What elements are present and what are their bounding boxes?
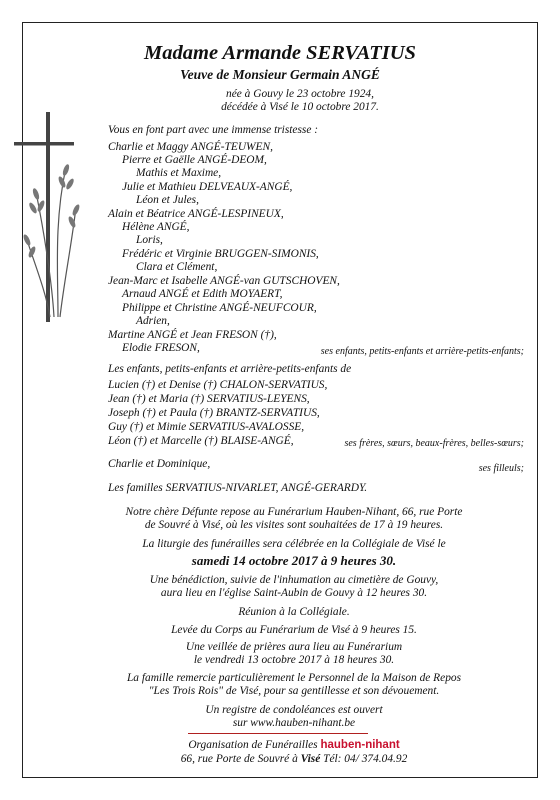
thanks-line-1: La famille remercie particulièrement le Personnel de la Maison de Repos [126, 672, 462, 684]
thanks-line-2: "Les Trois Rois" de Visé, pour sa gentillesse et son dévouement. [148, 685, 440, 697]
footer-org-label: Organisation de Funérailles [188, 739, 318, 751]
footer-org [14, 739, 560, 752]
family-line: Frédéric et Virginie BRUGGEN-SIMONIS, [122, 248, 319, 260]
rest-line-2: de Souvré à Visé, où les visites sont souhaitées de 17 à 19 heures. [144, 519, 444, 531]
blessing-line-1: Une bénédiction, suivie de l'inhumation au cimetière de Gouvy, [149, 574, 439, 586]
family-line: Jean-Marc et Isabelle ANGÉ-van GUTSCHOVEN, [108, 275, 340, 287]
relation-godchildren: ses filleuls; [478, 463, 524, 474]
family-line: Léon et Jules, [136, 194, 199, 206]
family-line: Philippe et Christine ANGÉ-NEUFCOUR, [122, 302, 317, 314]
sibling-line: Joseph (†) et Paula (†) BRANTZ-SERVATIUS, [108, 407, 320, 419]
intro-line: Vous en font part avec une immense tristesse : [108, 124, 319, 136]
sibling-line: Guy (†) et Mimie SERVATIUS-AVALOSSE, [108, 421, 305, 433]
family-line: Adrien, [136, 315, 170, 327]
vigil-line-1: Une veillée de prières aura lieu au Funérarium [185, 641, 403, 653]
family-line: Mathis et Maxime, [136, 167, 222, 179]
relation-children: ses enfants, petits-enfants et arrière-petits-enfants; [320, 346, 524, 357]
funeral-date: samedi 14 octobre 2017 à 9 heures 30. [191, 553, 397, 568]
vigil-line-2: le vendredi 13 octobre 2017 à 18 heures 30. [193, 654, 395, 666]
family-line: Elodie FRESON, [122, 342, 200, 354]
birth-line: née à Gouvy le 23 octobre 1924, [226, 88, 374, 100]
sibling-line: Jean (†) et Maria (†) SERVATIUS-LEYENS, [108, 393, 310, 405]
family-line: Hélène ANGÉ, [122, 221, 190, 233]
blessing-line-2: aura lieu en l'église Saint-Aubin de Gouvy à 12 heures 30. [160, 587, 428, 599]
descendants-line: Les enfants, petits-enfants et arrière-petits-enfants de [108, 363, 352, 375]
levee-line: Levée du Corps au Funérarium de Visé à 9 heures 15. [171, 624, 417, 636]
deceased-name: Madame Armande SERVATIUS [144, 42, 416, 64]
widow-of: Veuve de Monsieur Germain ANGÉ [180, 67, 380, 82]
rest-line-1: Notre chère Défunte repose au Funérarium Hauben-Nihant, 66, rue Porte [125, 506, 463, 518]
footer-divider [188, 733, 368, 734]
family-line: Pierre et Gaëlle ANGÉ-DEOM, [122, 154, 267, 166]
brand-logo: hauben-nihant [320, 739, 400, 751]
family-line: Loris, [136, 234, 163, 246]
footer-phone: Tél: 04/ 374.04.92 [323, 753, 408, 765]
families-line: Les familles SERVATIUS-NIVARLET, ANGÉ-GERARDY. [108, 482, 368, 494]
sibling-line: Léon (†) et Marcelle (†) BLAISE-ANGÉ, [108, 435, 294, 447]
family-line: Martine ANGÉ et Jean FRESON (†), [108, 329, 277, 341]
footer-address [14, 753, 560, 766]
family-line: Charlie et Maggy ANGÉ-TEUWEN, [108, 141, 273, 153]
godchildren-line: Charlie et Dominique, [108, 458, 211, 470]
cross-with-wheat-icon [14, 112, 84, 332]
condolences-line-1: Un registre de condoléances est ouvert [205, 704, 383, 716]
footer-city: Visé [300, 753, 321, 765]
sibling-line: Lucien (†) et Denise (†) CHALON-SERVATIUS, [108, 379, 328, 391]
death-line: décédée à Visé le 10 octobre 2017. [221, 101, 379, 113]
liturgy-line: La liturgie des funérailles sera célébrée en la Collégiale de Visé le [142, 538, 446, 550]
footer-address-prefix: 66, rue Porte de Souvré à [180, 753, 298, 765]
family-line: Julie et Mathieu DELVEAUX-ANGÉ, [122, 181, 293, 193]
meeting-line: Réunion à la Collégiale. [238, 606, 350, 618]
condolences-link[interactable]: sur www.hauben-nihant.be [232, 717, 356, 729]
relation-siblings: ses frères, sœurs, beaux-frères, belles-sœurs; [344, 438, 524, 449]
family-line: Clara et Clément, [136, 261, 218, 273]
family-line: Alain et Béatrice ANGÉ-LESPINEUX, [108, 208, 284, 220]
family-line: Arnaud ANGÉ et Edith MOYAERT, [122, 288, 283, 300]
